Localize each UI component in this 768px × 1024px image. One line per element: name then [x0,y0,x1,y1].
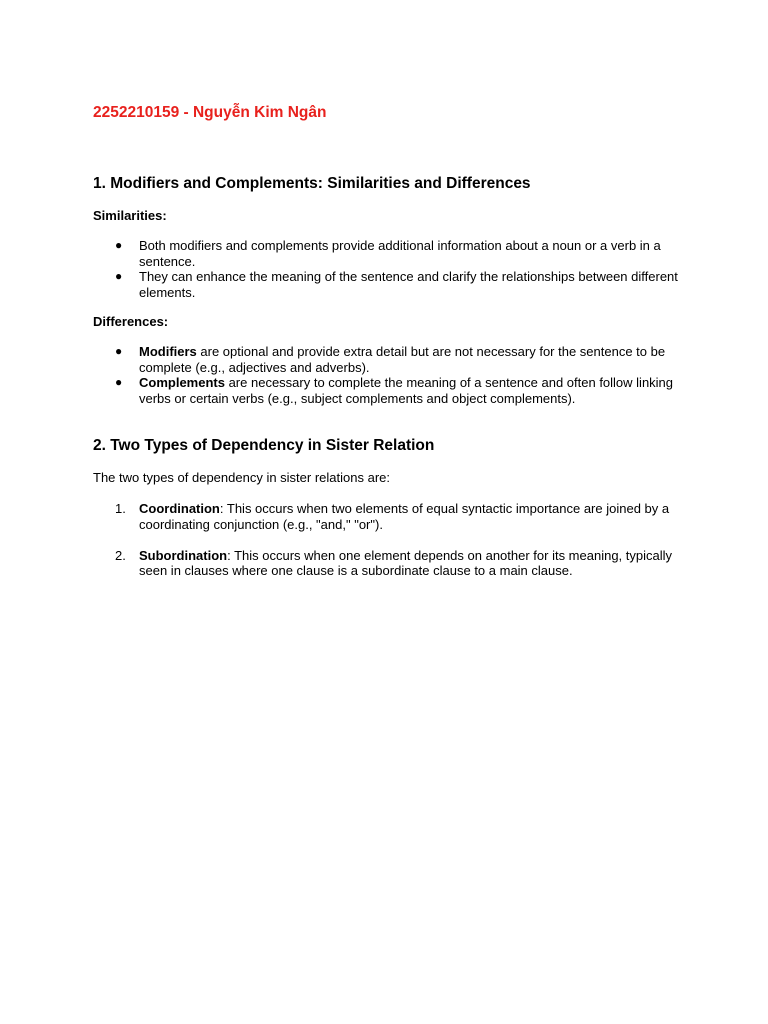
bullet-icon: ● [115,238,123,252]
list-item [93,344,693,375]
bullet-icon: ● [115,269,123,283]
bullet-icon: ● [115,344,123,358]
list-item-text: : This occurs when one element depends on another for its meaning, typically seen in clauses where one clause is a subordinate clause to a main clause. [139,547,673,578]
section-1-heading: 1. Modifiers and Complements: Similarities and Differences [93,175,531,192]
list-item [93,238,693,269]
bullet-icon: ● [115,375,123,389]
list-item-text: Both modifiers and complements provide additional information about a noun or a verb in a sentence. [139,238,661,269]
list-item-text: are optional and provide extra detail but are not necessary for the sentence to be complete (e.g., adjectives and adverbs). [139,344,666,375]
section-2-intro: The two types of dependency in sister relations are: [93,470,390,485]
similarities-list [93,238,693,300]
author-line: 2252210159 - Nguyễn Kim Ngân [93,104,327,121]
section-2-heading: 2. Two Types of Dependency in Sister Relation [93,437,435,454]
similarities-label: Similarities: [93,208,167,223]
list-item [93,501,693,532]
list-item-text: : This occurs when two elements of equal syntactic importance are joined by a coordinating conjunction (e.g., "and," "or"). [139,501,670,532]
list-item-text: They can enhance the meaning of the sentence and clarify the relationships between different elements. [139,269,678,300]
list-number: 2. [115,547,126,563]
dependency-list [93,501,693,579]
list-item [93,548,693,579]
list-item [93,375,693,406]
term-complements: Complements [139,375,225,390]
term-modifiers: Modifiers [139,344,197,359]
term-subordination: Subordination [139,547,228,563]
differences-list [93,344,693,406]
term-coordination: Coordination [139,501,220,516]
list-item-text: are necessary to complete the meaning of a sentence and often follow linking verbs or certain verbs (e.g., subject complements and object complements). [139,375,674,406]
differences-label: Differences: [93,314,169,329]
list-item [93,269,693,300]
list-number: 1. [115,501,126,516]
